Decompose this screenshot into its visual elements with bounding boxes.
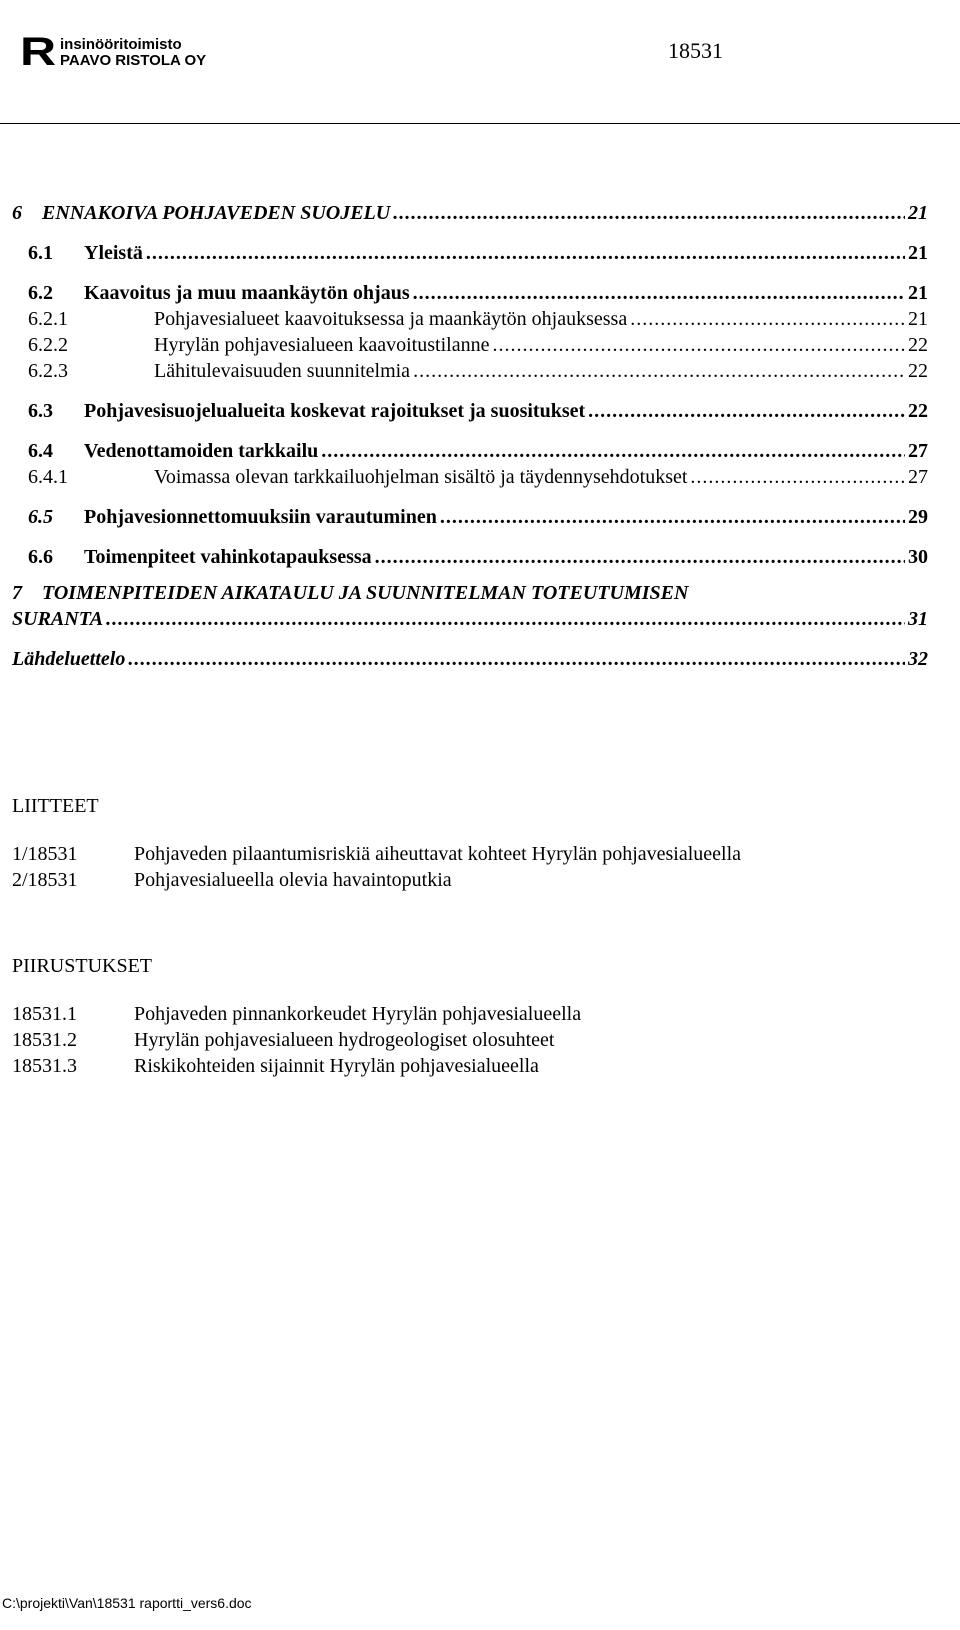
toc-page: 32 <box>908 648 928 670</box>
toc-entry[interactable] <box>12 646 928 672</box>
toc-number: 6.2.2 <box>28 334 68 356</box>
toc-entry[interactable] <box>28 358 928 384</box>
drawing-code: 18531.1 <box>12 1003 77 1025</box>
toc-entry[interactable] <box>28 280 928 306</box>
toc-entry[interactable] <box>28 240 928 266</box>
toc-page: 29 <box>908 506 928 528</box>
toc-leader <box>630 306 905 332</box>
toc-leader <box>106 606 905 632</box>
document-number: 18531 <box>668 38 723 63</box>
appendix-code: 2/18531 <box>12 869 78 891</box>
toc-number: 6.2 <box>28 282 53 304</box>
toc-entry-title-line1[interactable] <box>12 580 688 606</box>
toc-leader <box>321 438 905 464</box>
toc-page: 21 <box>908 202 928 224</box>
toc-number: 6.5 <box>28 506 53 528</box>
toc-title: Toimenpiteet vahinkotapauksessa <box>84 546 372 568</box>
toc-page: 21 <box>908 282 928 304</box>
toc-page: 30 <box>908 546 928 568</box>
toc-leader <box>690 464 905 490</box>
toc-title: Voimassa olevan tarkkailuohjelman sisältö ja täydennysehdotukset <box>154 466 688 488</box>
toc-title: Lähitulevaisuuden suunnitelmia <box>154 360 411 382</box>
toc-title: Hyrylän pohjavesialueen kaavoitustilanne <box>154 334 490 356</box>
header-divider <box>0 123 960 124</box>
appendices-heading: LIITTEET <box>12 795 99 817</box>
toc-number: 7 <box>12 582 22 604</box>
toc-leader <box>413 280 905 306</box>
file-path-footer: C:\projekti\Van\18531 raportti_vers6.doc <box>2 1595 252 1611</box>
toc-number: 6.2.3 <box>28 360 68 382</box>
toc-page: 31 <box>908 608 928 630</box>
toc-title-continued: SURANTA <box>12 608 104 630</box>
toc-leader <box>440 504 905 530</box>
toc-title: ENNAKOIVA POHJAVEDEN SUOJELU <box>42 202 391 224</box>
drawing-description: Hyrylän pohjavesialueen hydrogeologiset olosuhteet <box>134 1029 555 1051</box>
toc-leader <box>128 646 905 672</box>
drawings-heading: PIIRUSTUKSET <box>12 955 153 977</box>
toc-entry[interactable] <box>12 200 928 226</box>
toc-entry[interactable] <box>28 504 928 530</box>
toc-number: 6.2.1 <box>28 308 68 330</box>
toc-page: 22 <box>908 360 928 382</box>
toc-title: Pohjavesisuojelualueita koskevat rajoitukset ja suositukset <box>84 400 586 422</box>
appendix-description: Pohjavesialueella olevia havaintoputkia <box>134 869 452 891</box>
toc-title: TOIMENPITEIDEN AIKATAULU JA SUUNNITELMAN TOTEUTUMISEN <box>42 582 689 604</box>
toc-number: 6.6 <box>28 546 53 568</box>
toc-page: 27 <box>908 466 928 488</box>
toc-number: 6.4.1 <box>28 466 68 488</box>
toc-title: Pohjavesionnettomuuksiin varautuminen <box>84 506 437 528</box>
drawing-code: 18531.2 <box>12 1029 77 1051</box>
toc-leader <box>588 398 905 424</box>
toc-title: Pohjavesialueet kaavoituksessa ja maankäytön ohjauksessa <box>154 308 628 330</box>
toc-leader <box>413 358 905 384</box>
company-name-line1: insinööritoimisto <box>60 36 182 53</box>
toc-number: 6.1 <box>28 242 53 264</box>
toc-entry[interactable] <box>28 544 928 570</box>
toc-page: 22 <box>908 400 928 422</box>
toc-page: 22 <box>908 334 928 356</box>
toc-page: 27 <box>908 440 928 462</box>
toc-number: 6.3 <box>28 400 53 422</box>
toc-leader <box>393 200 905 226</box>
toc-entry[interactable] <box>28 332 928 358</box>
company-name-line2: PAAVO RISTOLA OY <box>60 52 207 69</box>
toc-page: 21 <box>908 242 928 264</box>
toc-title: Yleistä <box>84 242 143 264</box>
toc-entry[interactable] <box>12 606 928 632</box>
toc-leader <box>492 332 905 358</box>
drawing-description: Pohjaveden pinnankorkeudet Hyrylän pohjavesialueella <box>134 1003 582 1025</box>
toc-leader <box>375 544 905 570</box>
appendix-description: Pohjaveden pilaantumisriskiä aiheuttavat kohteet Hyrylän pohjavesialueella <box>134 843 742 865</box>
appendix-code: 1/18531 <box>12 843 78 865</box>
toc-leader <box>146 240 905 266</box>
logo-mark: R <box>20 30 57 74</box>
toc-title: Vedenottamoiden tarkkailu <box>84 440 319 462</box>
drawing-code: 18531.3 <box>12 1055 77 1077</box>
toc-entry[interactable] <box>28 398 928 424</box>
company-logo <box>20 30 320 75</box>
toc-title: Kaavoitus ja muu maankäytön ohjaus <box>84 282 410 304</box>
drawing-description: Riskikohteiden sijainnit Hyrylän pohjavesialueella <box>134 1055 539 1077</box>
toc-page: 21 <box>908 308 928 330</box>
toc-entry[interactable] <box>28 438 928 464</box>
toc-title: Lähdeluettelo <box>12 648 126 670</box>
toc-number: 6 <box>12 202 22 224</box>
page-header <box>0 0 960 130</box>
toc-entry[interactable] <box>28 464 928 490</box>
toc-entry[interactable] <box>28 306 928 332</box>
toc-number: 6.4 <box>28 440 53 462</box>
